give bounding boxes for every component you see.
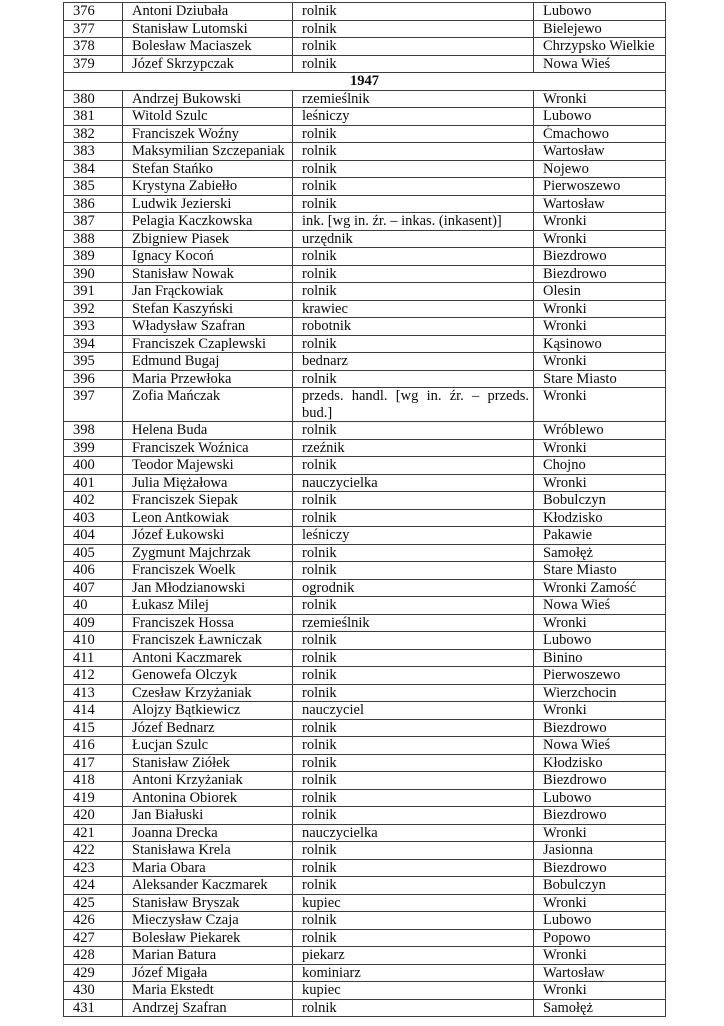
table-row — [64, 353, 666, 371]
number-cell: 415 — [64, 719, 123, 737]
number-cell: 418 — [64, 772, 123, 790]
occupation-cell: rolnik — [293, 597, 534, 615]
occupation-cell: nauczycielka — [293, 474, 534, 492]
place-cell: Wronki — [534, 90, 666, 108]
place-cell: Wronki — [534, 230, 666, 248]
place-cell: Chojno — [534, 457, 666, 475]
number-cell: 430 — [64, 982, 123, 1000]
name-cell: Aleksander Kaczmarek — [123, 877, 293, 895]
name-cell: Stanisław Bryszak — [123, 894, 293, 912]
table-row — [64, 597, 666, 615]
occupation-cell: rolnik — [293, 859, 534, 877]
number-cell: 402 — [64, 492, 123, 510]
occupation-cell: rzeźnik — [293, 439, 534, 457]
name-cell: Jan Młodzianowski — [123, 579, 293, 597]
table-row — [64, 90, 666, 108]
table-row — [64, 772, 666, 790]
table-row — [64, 824, 666, 842]
table-row — [64, 20, 666, 38]
number-cell: 40 — [64, 597, 123, 615]
occupation-cell: rolnik — [293, 283, 534, 301]
table-row — [64, 912, 666, 930]
name-cell: Ludwik Jezierski — [123, 195, 293, 213]
table-row — [64, 632, 666, 650]
place-cell: Biezdrowo — [534, 859, 666, 877]
number-cell: 388 — [64, 230, 123, 248]
occupation-cell: rolnik — [293, 544, 534, 562]
table-row — [64, 213, 666, 231]
number-cell: 393 — [64, 318, 123, 336]
place-cell: Wronki — [534, 388, 666, 422]
name-cell: Alojzy Bątkiewicz — [123, 702, 293, 720]
occupation-cell: rolnik — [293, 195, 534, 213]
number-cell: 376 — [64, 3, 123, 21]
name-cell: Mieczysław Czaja — [123, 912, 293, 930]
name-cell: Maria Przewłoka — [123, 370, 293, 388]
place-cell: Pierwoszewo — [534, 178, 666, 196]
occupation-cell: rolnik — [293, 929, 534, 947]
occupation-cell: rolnik — [293, 807, 534, 825]
table-row — [64, 265, 666, 283]
name-cell: Bolesław Maciaszek — [123, 38, 293, 56]
name-cell: Marian Batura — [123, 947, 293, 965]
occupation-cell: rolnik — [293, 562, 534, 580]
occupation-cell: rolnik — [293, 737, 534, 755]
registry-table — [63, 2, 666, 1017]
name-cell: Józef Skrzypczak — [123, 55, 293, 73]
occupation-cell: rolnik — [293, 3, 534, 21]
name-cell: Zygmunt Majchrzak — [123, 544, 293, 562]
place-cell: Wronki — [534, 474, 666, 492]
name-cell: Józef Migała — [123, 964, 293, 982]
place-cell: Nowa Wieś — [534, 55, 666, 73]
table-row — [64, 842, 666, 860]
table-row — [64, 422, 666, 440]
table-row — [64, 388, 666, 422]
number-cell: 396 — [64, 370, 123, 388]
table-row — [64, 38, 666, 56]
place-cell: Wartosław — [534, 964, 666, 982]
table-row — [64, 859, 666, 877]
name-cell: Zofia Mańczak — [123, 388, 293, 422]
place-cell: Nojewo — [534, 160, 666, 178]
number-cell: 398 — [64, 422, 123, 440]
number-cell: 383 — [64, 143, 123, 161]
year-row — [64, 73, 666, 91]
name-cell: Jan Frąckowiak — [123, 283, 293, 301]
table-row — [64, 55, 666, 73]
place-cell: Pakawie — [534, 527, 666, 545]
occupation-cell: rolnik — [293, 912, 534, 930]
name-cell: Stanisław Lutomski — [123, 20, 293, 38]
table-row — [64, 894, 666, 912]
number-cell: 406 — [64, 562, 123, 580]
number-cell: 421 — [64, 824, 123, 842]
table-row — [64, 509, 666, 527]
place-cell: Pierwoszewo — [534, 667, 666, 685]
name-cell: Zbigniew Piasek — [123, 230, 293, 248]
occupation-cell: kupiec — [293, 894, 534, 912]
place-cell: Lubowo — [534, 3, 666, 21]
table-row — [64, 143, 666, 161]
number-cell: 389 — [64, 248, 123, 266]
table-row — [64, 318, 666, 336]
place-cell: Biezdrowo — [534, 719, 666, 737]
table-row — [64, 492, 666, 510]
name-cell: Teodor Majewski — [123, 457, 293, 475]
occupation-cell: kominiarz — [293, 964, 534, 982]
table-row — [64, 999, 666, 1017]
place-cell: Binino — [534, 649, 666, 667]
place-cell: Lubowo — [534, 912, 666, 930]
occupation-cell: urzędnik — [293, 230, 534, 248]
name-cell: Krystyna Zabiełło — [123, 178, 293, 196]
number-cell: 431 — [64, 999, 123, 1017]
place-cell: Lubowo — [534, 632, 666, 650]
place-cell: Wronki — [534, 702, 666, 720]
table-row — [64, 300, 666, 318]
name-cell: Antoni Krzyżaniak — [123, 772, 293, 790]
number-cell: 420 — [64, 807, 123, 825]
place-cell: Samołęż — [534, 544, 666, 562]
number-cell: 427 — [64, 929, 123, 947]
number-cell: 429 — [64, 964, 123, 982]
table-row — [64, 3, 666, 21]
number-cell: 395 — [64, 353, 123, 371]
place-cell: Stare Miasto — [534, 370, 666, 388]
number-cell: 394 — [64, 335, 123, 353]
table-row — [64, 335, 666, 353]
number-cell: 397 — [64, 388, 123, 422]
name-cell: Łukasz Milej — [123, 597, 293, 615]
number-cell: 410 — [64, 632, 123, 650]
number-cell: 422 — [64, 842, 123, 860]
occupation-cell: rolnik — [293, 492, 534, 510]
place-cell: Bobulczyn — [534, 877, 666, 895]
place-cell: Wronki — [534, 894, 666, 912]
name-cell: Leon Antkowiak — [123, 509, 293, 527]
occupation-cell: krawiec — [293, 300, 534, 318]
number-cell: 413 — [64, 684, 123, 702]
number-cell: 424 — [64, 877, 123, 895]
occupation-cell: rolnik — [293, 719, 534, 737]
occupation-cell: ink. [wg in. źr. – inkas. (inkasent)] — [293, 213, 534, 231]
name-cell: Genowefa Olczyk — [123, 667, 293, 685]
place-cell: Wronki — [534, 824, 666, 842]
name-cell: Bolesław Piekarek — [123, 929, 293, 947]
place-cell: Olesin — [534, 283, 666, 301]
name-cell: Antonina Obiorek — [123, 789, 293, 807]
table-row — [64, 754, 666, 772]
occupation-cell: rzemieślnik — [293, 614, 534, 632]
place-cell: Nowa Wieś — [534, 597, 666, 615]
place-cell: Samołęż — [534, 999, 666, 1017]
place-cell: Kąsinowo — [534, 335, 666, 353]
occupation-cell: rolnik — [293, 649, 534, 667]
occupation-cell: ogrodnik — [293, 579, 534, 597]
occupation-cell: rolnik — [293, 335, 534, 353]
document-page — [0, 2, 724, 1026]
number-cell: 401 — [64, 474, 123, 492]
occupation-cell: rolnik — [293, 160, 534, 178]
place-cell: Chrzypsko Wielkie — [534, 38, 666, 56]
name-cell: Franciszek Ławniczak — [123, 632, 293, 650]
place-cell: Stare Miasto — [534, 562, 666, 580]
place-cell: Wronki — [534, 318, 666, 336]
place-cell: Biezdrowo — [534, 772, 666, 790]
occupation-cell: rolnik — [293, 248, 534, 266]
occupation-cell: przeds. handl. [wg in. źr. – przeds. bud.] — [293, 388, 534, 422]
table-row — [64, 248, 666, 266]
table-row — [64, 807, 666, 825]
number-cell: 423 — [64, 859, 123, 877]
name-cell: Franciszek Woźny — [123, 125, 293, 143]
number-cell: 386 — [64, 195, 123, 213]
place-cell: Wronki — [534, 614, 666, 632]
table-row — [64, 283, 666, 301]
place-cell: Wróblewo — [534, 422, 666, 440]
table-row — [64, 649, 666, 667]
table-row — [64, 684, 666, 702]
table-row — [64, 982, 666, 1000]
table-row — [64, 439, 666, 457]
name-cell: Edmund Bugaj — [123, 353, 293, 371]
table-row — [64, 929, 666, 947]
number-cell: 391 — [64, 283, 123, 301]
name-cell: Stanisława Krela — [123, 842, 293, 860]
place-cell: Jasionna — [534, 842, 666, 860]
occupation-cell: nauczycielka — [293, 824, 534, 842]
name-cell: Józef Łukowski — [123, 527, 293, 545]
table-row — [64, 230, 666, 248]
table-row — [64, 877, 666, 895]
occupation-cell: rolnik — [293, 143, 534, 161]
occupation-cell: rolnik — [293, 178, 534, 196]
name-cell: Józef Bednarz — [123, 719, 293, 737]
number-cell: 385 — [64, 178, 123, 196]
place-cell: Biezdrowo — [534, 265, 666, 283]
place-cell: Biezdrowo — [534, 248, 666, 266]
place-cell: Lubowo — [534, 108, 666, 126]
occupation-cell: rolnik — [293, 877, 534, 895]
occupation-cell: rolnik — [293, 509, 534, 527]
place-cell: Wronki — [534, 213, 666, 231]
occupation-cell: robotnik — [293, 318, 534, 336]
place-cell: Ćmachowo — [534, 125, 666, 143]
place-cell: Wartosław — [534, 195, 666, 213]
occupation-cell: rolnik — [293, 457, 534, 475]
table-row — [64, 474, 666, 492]
table-row — [64, 562, 666, 580]
name-cell: Stefan Stańko — [123, 160, 293, 178]
place-cell: Nowa Wieś — [534, 737, 666, 755]
table-row — [64, 544, 666, 562]
occupation-cell: piekarz — [293, 947, 534, 965]
place-cell: Popowo — [534, 929, 666, 947]
place-cell: Wronki — [534, 300, 666, 318]
place-cell: Wronki — [534, 353, 666, 371]
table-row — [64, 667, 666, 685]
occupation-cell: rolnik — [293, 684, 534, 702]
occupation-cell: rolnik — [293, 772, 534, 790]
number-cell: 428 — [64, 947, 123, 965]
number-cell: 403 — [64, 509, 123, 527]
number-cell: 381 — [64, 108, 123, 126]
table-row — [64, 702, 666, 720]
place-cell: Lubowo — [534, 789, 666, 807]
number-cell: 411 — [64, 649, 123, 667]
place-cell: Biezdrowo — [534, 807, 666, 825]
occupation-cell: rolnik — [293, 999, 534, 1017]
place-cell: Bobulczyn — [534, 492, 666, 510]
number-cell: 419 — [64, 789, 123, 807]
place-cell: Wronki — [534, 982, 666, 1000]
table-row — [64, 527, 666, 545]
name-cell: Helena Buda — [123, 422, 293, 440]
name-cell: Jan Białuski — [123, 807, 293, 825]
number-cell: 417 — [64, 754, 123, 772]
place-cell: Kłodzisko — [534, 754, 666, 772]
name-cell: Franciszek Siepak — [123, 492, 293, 510]
occupation-cell: rolnik — [293, 789, 534, 807]
number-cell: 414 — [64, 702, 123, 720]
name-cell: Franciszek Woelk — [123, 562, 293, 580]
name-cell: Franciszek Woźnica — [123, 439, 293, 457]
number-cell: 399 — [64, 439, 123, 457]
table-row — [64, 789, 666, 807]
number-cell: 426 — [64, 912, 123, 930]
occupation-cell: leśniczy — [293, 527, 534, 545]
occupation-cell: rolnik — [293, 55, 534, 73]
table-row — [64, 579, 666, 597]
occupation-cell: rolnik — [293, 370, 534, 388]
number-cell: 407 — [64, 579, 123, 597]
table-row — [64, 178, 666, 196]
occupation-cell: rolnik — [293, 754, 534, 772]
occupation-cell: leśniczy — [293, 108, 534, 126]
name-cell: Maria Ekstedt — [123, 982, 293, 1000]
name-cell: Pelagia Kaczkowska — [123, 213, 293, 231]
table-row — [64, 160, 666, 178]
number-cell: 390 — [64, 265, 123, 283]
place-cell: Wronki Zamość — [534, 579, 666, 597]
name-cell: Antoni Kaczmarek — [123, 649, 293, 667]
table-row — [64, 195, 666, 213]
occupation-cell: rolnik — [293, 422, 534, 440]
place-cell: Wronki — [534, 439, 666, 457]
number-cell: 409 — [64, 614, 123, 632]
occupation-cell: rolnik — [293, 125, 534, 143]
table-row — [64, 457, 666, 475]
occupation-cell: rzemieślnik — [293, 90, 534, 108]
table-row — [64, 719, 666, 737]
number-cell: 416 — [64, 737, 123, 755]
name-cell: Julia Miężałowa — [123, 474, 293, 492]
table-row — [64, 947, 666, 965]
place-cell: Wartosław — [534, 143, 666, 161]
occupation-cell: kupiec — [293, 982, 534, 1000]
occupation-cell: rolnik — [293, 38, 534, 56]
table-row — [64, 614, 666, 632]
occupation-cell: rolnik — [293, 667, 534, 685]
occupation-cell: rolnik — [293, 265, 534, 283]
name-cell: Władysław Szafran — [123, 318, 293, 336]
place-cell: Wronki — [534, 947, 666, 965]
name-cell: Maria Obara — [123, 859, 293, 877]
year-divider: 1947 — [64, 73, 666, 91]
name-cell: Joanna Drecka — [123, 824, 293, 842]
place-cell: Bielejewo — [534, 20, 666, 38]
table-row — [64, 964, 666, 982]
table-row — [64, 108, 666, 126]
name-cell: Stanisław Nowak — [123, 265, 293, 283]
number-cell: 378 — [64, 38, 123, 56]
number-cell: 379 — [64, 55, 123, 73]
table-row — [64, 737, 666, 755]
name-cell: Stanisław Ziółek — [123, 754, 293, 772]
occupation-cell: bednarz — [293, 353, 534, 371]
number-cell: 377 — [64, 20, 123, 38]
name-cell: Łucjan Szulc — [123, 737, 293, 755]
name-cell: Antoni Dziubała — [123, 3, 293, 21]
name-cell: Stefan Kaszyński — [123, 300, 293, 318]
number-cell: 425 — [64, 894, 123, 912]
number-cell: 400 — [64, 457, 123, 475]
name-cell: Maksymilian Szczepaniak — [123, 143, 293, 161]
number-cell: 405 — [64, 544, 123, 562]
number-cell: 384 — [64, 160, 123, 178]
occupation-cell: rolnik — [293, 632, 534, 650]
place-cell: Kłodzisko — [534, 509, 666, 527]
place-cell: Wierzchocin — [534, 684, 666, 702]
number-cell: 380 — [64, 90, 123, 108]
occupation-cell: nauczyciel — [293, 702, 534, 720]
registry-table-body — [64, 3, 666, 1017]
number-cell: 382 — [64, 125, 123, 143]
name-cell: Andrzej Szafran — [123, 999, 293, 1017]
number-cell: 404 — [64, 527, 123, 545]
name-cell: Ignacy Kocoń — [123, 248, 293, 266]
occupation-cell: rolnik — [293, 20, 534, 38]
name-cell: Franciszek Czaplewski — [123, 335, 293, 353]
name-cell: Czesław Krzyżaniak — [123, 684, 293, 702]
name-cell: Franciszek Hossa — [123, 614, 293, 632]
table-row — [64, 370, 666, 388]
number-cell: 392 — [64, 300, 123, 318]
table-row — [64, 125, 666, 143]
number-cell: 412 — [64, 667, 123, 685]
name-cell: Andrzej Bukowski — [123, 90, 293, 108]
number-cell: 387 — [64, 213, 123, 231]
occupation-cell: rolnik — [293, 842, 534, 860]
name-cell: Witold Szulc — [123, 108, 293, 126]
